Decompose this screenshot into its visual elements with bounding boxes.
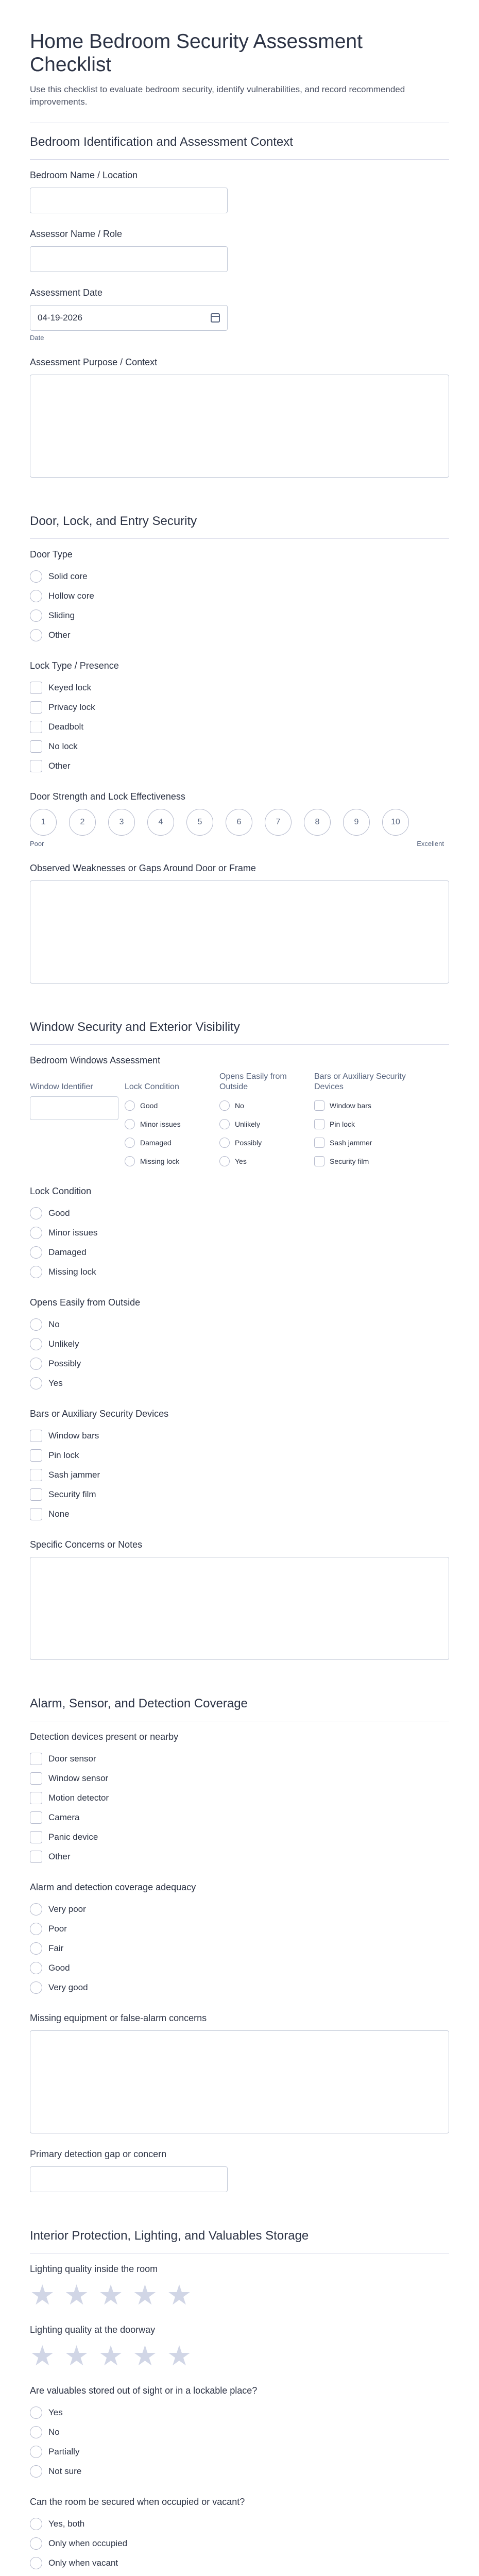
primary-gap-input[interactable] bbox=[30, 2166, 228, 2192]
devices-option[interactable]: Window sensor bbox=[30, 1769, 449, 1788]
adequacy-field bbox=[30, 1881, 449, 1997]
inventory-col-header: Lock Condition bbox=[125, 1082, 179, 1091]
star-icon[interactable]: ★ bbox=[98, 2280, 124, 2311]
valuables-field bbox=[30, 2384, 449, 2481]
inventory-col-lock bbox=[125, 1073, 219, 1171]
checkbox[interactable] bbox=[30, 1469, 42, 1481]
star-icon[interactable]: ★ bbox=[98, 2341, 124, 2371]
door-type-option[interactable]: Hollow core bbox=[30, 586, 449, 606]
inventory-option[interactable]: Damaged bbox=[125, 1133, 219, 1152]
radio-button[interactable] bbox=[219, 1100, 230, 1111]
devices-option[interactable]: Other bbox=[30, 1847, 449, 1867]
weakness-textarea[interactable] bbox=[30, 880, 449, 984]
checkbox[interactable] bbox=[30, 1488, 42, 1501]
radio-button[interactable] bbox=[30, 590, 42, 602]
assessment-date-label: Assessment Date bbox=[30, 287, 103, 298]
checkbox[interactable] bbox=[314, 1138, 324, 1148]
adequacy-option[interactable]: Very good bbox=[30, 1978, 449, 1997]
scale-low-label: Poor bbox=[30, 840, 44, 848]
lock-condition-label: Lock Condition bbox=[30, 1186, 92, 1196]
missing-field bbox=[30, 2012, 449, 2133]
inventory-col-header: Window Identifier bbox=[30, 1082, 93, 1091]
radio-button[interactable] bbox=[30, 2426, 42, 2438]
adequacy-label: Alarm and detection coverage adequacy bbox=[30, 1882, 196, 1892]
lock-type-option[interactable]: Deadbolt bbox=[30, 717, 449, 737]
inventory-option[interactable]: Sash jammer bbox=[314, 1133, 409, 1152]
lock-condition-option[interactable]: Missing lock bbox=[30, 1262, 449, 1282]
assessor-field bbox=[30, 228, 449, 272]
bedroom-name-label: Bedroom Name / Location bbox=[30, 170, 138, 180]
adequacy-option[interactable]: Fair bbox=[30, 1939, 449, 1958]
valuables-option[interactable]: No bbox=[30, 2422, 449, 2442]
opens-field bbox=[30, 1296, 449, 1393]
scale-option[interactable]: 7 bbox=[265, 809, 292, 836]
assessor-label: Assessor Name / Role bbox=[30, 229, 123, 239]
bars-option[interactable]: Window bars bbox=[30, 1426, 449, 1446]
radio-button[interactable] bbox=[30, 1962, 42, 1974]
opens-label: Opens Easily from Outside bbox=[30, 1297, 141, 1308]
lighting-room-rating bbox=[30, 2281, 449, 2309]
radio-button[interactable] bbox=[30, 1903, 42, 1916]
checkbox[interactable] bbox=[30, 1811, 42, 1824]
valuables-label: Are valuables stored out of sight or in a lockable place? bbox=[30, 2385, 258, 2396]
assessor-input[interactable] bbox=[30, 246, 228, 272]
door-strength-scale bbox=[30, 809, 449, 836]
lighting-door-label: Lighting quality at the doorway bbox=[30, 2325, 156, 2335]
checkbox[interactable] bbox=[30, 682, 42, 694]
secured-field bbox=[30, 2496, 449, 2576]
form-title: Home Bedroom Security Assessment Checklist bbox=[30, 30, 363, 76]
valuables-option[interactable]: Partially bbox=[30, 2442, 449, 2462]
checkbox[interactable] bbox=[30, 701, 42, 714]
lock-type-label: Lock Type / Presence bbox=[30, 660, 119, 671]
purpose-textarea[interactable] bbox=[30, 375, 449, 478]
inventory-option[interactable]: Minor issues bbox=[125, 1115, 219, 1133]
scale-option[interactable]: 8 bbox=[304, 809, 331, 836]
radio-button[interactable] bbox=[30, 1377, 42, 1389]
section-title-alarm: Alarm, Sensor, and Detection Coverage bbox=[30, 1685, 449, 1721]
radio-button[interactable] bbox=[219, 1138, 230, 1148]
scale-labels bbox=[30, 840, 444, 848]
missing-textarea[interactable] bbox=[30, 2030, 449, 2133]
radio-button[interactable] bbox=[30, 2557, 42, 2569]
assessment-date-value: 04-19-2026 bbox=[38, 313, 82, 323]
lock-type-option[interactable]: Privacy lock bbox=[30, 698, 449, 717]
purpose-field bbox=[30, 356, 449, 478]
door-type-option[interactable]: Solid core bbox=[30, 567, 449, 586]
door-strength-field bbox=[30, 790, 449, 848]
radio-button[interactable] bbox=[125, 1119, 135, 1129]
secured-option[interactable]: Yes, both bbox=[30, 2514, 449, 2534]
scale-option[interactable]: 3 bbox=[108, 809, 135, 836]
scale-high-label: Excellent bbox=[417, 840, 444, 848]
star-icon[interactable]: ★ bbox=[132, 2341, 158, 2371]
checkbox[interactable] bbox=[30, 1449, 42, 1462]
star-icon[interactable]: ★ bbox=[132, 2280, 158, 2311]
window-inventory-grid bbox=[30, 1073, 449, 1171]
devices-field bbox=[30, 1731, 449, 1867]
star-icon[interactable]: ★ bbox=[30, 2280, 55, 2311]
assessment-date-input[interactable] bbox=[30, 305, 228, 331]
bars-option[interactable]: None bbox=[30, 1504, 449, 1524]
inventory-col-opens bbox=[219, 1073, 314, 1171]
inventory-col-header: Bars or Auxiliary Security Devices bbox=[314, 1072, 406, 1091]
weakness-label: Observed Weaknesses or Gaps Around Door or Frame bbox=[30, 863, 256, 873]
checkbox[interactable] bbox=[30, 1430, 42, 1442]
inventory-col-header: Opens Easily from Outside bbox=[219, 1072, 287, 1091]
checkbox[interactable] bbox=[30, 1753, 42, 1765]
window-inventory-field bbox=[30, 1054, 449, 1171]
radio-button[interactable] bbox=[125, 1138, 135, 1148]
checkbox[interactable] bbox=[314, 1156, 324, 1166]
window-identifier-input[interactable] bbox=[30, 1096, 118, 1120]
adequacy-option[interactable]: Very poor bbox=[30, 1900, 449, 1919]
radio-button[interactable] bbox=[30, 2518, 42, 2530]
bars-option[interactable]: Sash jammer bbox=[30, 1465, 449, 1485]
radio-button[interactable] bbox=[30, 570, 42, 583]
bars-option[interactable]: Pin lock bbox=[30, 1446, 449, 1465]
door-type-field bbox=[30, 548, 449, 645]
bedroom-name-input[interactable] bbox=[30, 188, 228, 213]
radio-button[interactable] bbox=[30, 2446, 42, 2458]
radio-button[interactable] bbox=[219, 1156, 230, 1166]
lock-condition-field bbox=[30, 1185, 449, 1282]
devices-option[interactable]: Motion detector bbox=[30, 1788, 449, 1808]
radio-button[interactable] bbox=[125, 1100, 135, 1111]
opens-option[interactable]: Unlikely bbox=[30, 1334, 449, 1354]
inventory-option[interactable]: Pin lock bbox=[314, 1115, 409, 1133]
opens-option[interactable]: Yes bbox=[30, 1374, 449, 1393]
lighting-room-label: Lighting quality inside the room bbox=[30, 2264, 158, 2274]
inventory-option[interactable]: Missing lock bbox=[125, 1152, 219, 1171]
missing-label: Missing equipment or false-alarm concerns bbox=[30, 2013, 207, 2023]
secured-label: Can the room be secured when occupied or vacant? bbox=[30, 2497, 245, 2507]
scale-option[interactable]: 5 bbox=[186, 809, 213, 836]
adequacy-option[interactable]: Good bbox=[30, 1958, 449, 1978]
lighting-door-field bbox=[30, 2324, 449, 2370]
scale-option[interactable]: 9 bbox=[343, 809, 370, 836]
radio-button[interactable] bbox=[30, 1227, 42, 1239]
scale-option[interactable]: 4 bbox=[147, 809, 174, 836]
inventory-option[interactable]: Unlikely bbox=[219, 1115, 314, 1133]
radio-button[interactable] bbox=[30, 629, 42, 641]
adequacy-option[interactable]: Poor bbox=[30, 1919, 449, 1939]
secured-option[interactable] bbox=[30, 2573, 449, 2576]
radio-button[interactable] bbox=[30, 1266, 42, 1278]
secured-option[interactable]: Only when occupied bbox=[30, 2534, 449, 2553]
concerns-field bbox=[30, 1538, 449, 1660]
radio-button[interactable] bbox=[30, 1246, 42, 1259]
assessment-date-field bbox=[30, 286, 449, 342]
scale-option[interactable]: 2 bbox=[69, 809, 96, 836]
scale-option[interactable]: 10 bbox=[382, 809, 409, 836]
checkbox[interactable] bbox=[30, 760, 42, 772]
devices-label: Detection devices present or nearby bbox=[30, 1732, 179, 1742]
inventory-col-bars bbox=[314, 1073, 409, 1171]
radio-button[interactable] bbox=[30, 2537, 42, 2550]
lock-type-option[interactable]: Other bbox=[30, 756, 449, 776]
lighting-door-rating bbox=[30, 2342, 449, 2370]
radio-button[interactable] bbox=[30, 2406, 42, 2419]
checkbox[interactable] bbox=[30, 1508, 42, 1520]
inventory-option[interactable]: No bbox=[219, 1096, 314, 1115]
lock-condition-option[interactable]: Good bbox=[30, 1204, 449, 1223]
checkbox[interactable] bbox=[30, 1851, 42, 1863]
lighting-room-field bbox=[30, 2263, 449, 2309]
section-title-identification: Bedroom Identification and Assessment Context bbox=[30, 123, 449, 160]
bars-label: Bars or Auxiliary Security Devices bbox=[30, 1409, 169, 1419]
lock-condition-option[interactable]: Damaged bbox=[30, 1243, 449, 1262]
radio-button[interactable] bbox=[30, 1318, 42, 1331]
valuables-option[interactable]: Not sure bbox=[30, 2462, 449, 2481]
lock-type-option[interactable]: Keyed lock bbox=[30, 678, 449, 698]
radio-button[interactable] bbox=[30, 2465, 42, 2478]
scale-option[interactable]: 6 bbox=[226, 809, 252, 836]
section-title-door: Door, Lock, and Entry Security bbox=[30, 502, 449, 539]
lock-condition-option[interactable]: Minor issues bbox=[30, 1223, 449, 1243]
radio-button[interactable] bbox=[219, 1119, 230, 1129]
lock-type-field bbox=[30, 659, 449, 776]
concerns-label: Specific Concerns or Notes bbox=[30, 1539, 143, 1550]
devices-option[interactable]: Camera bbox=[30, 1808, 449, 1827]
radio-button[interactable] bbox=[30, 1942, 42, 1955]
scale-option[interactable]: 1 bbox=[30, 809, 57, 836]
inventory-option[interactable]: Window bars bbox=[314, 1096, 409, 1115]
checkbox[interactable] bbox=[30, 1792, 42, 1804]
lock-type-option[interactable]: No lock bbox=[30, 737, 449, 756]
weakness-field bbox=[30, 862, 449, 984]
valuables-option[interactable]: Yes bbox=[30, 2403, 449, 2422]
inventory-option[interactable]: Yes bbox=[219, 1152, 314, 1171]
radio-button[interactable] bbox=[30, 1338, 42, 1350]
assessment-date-sublabel: Date bbox=[30, 334, 44, 342]
door-type-option[interactable]: Other bbox=[30, 625, 449, 645]
primary-gap-field bbox=[30, 2148, 449, 2192]
devices-option[interactable]: Panic device bbox=[30, 1827, 449, 1847]
inventory-col-identifier bbox=[30, 1073, 125, 1171]
star-icon[interactable]: ★ bbox=[166, 2341, 192, 2371]
checkbox[interactable] bbox=[30, 721, 42, 733]
form-description: Use this checklist to evaluate bedroom security, identify vulnerabilities, and record recommended improvements. bbox=[30, 84, 405, 107]
calendar-icon[interactable] bbox=[211, 313, 220, 323]
bars-option[interactable]: Security film bbox=[30, 1485, 449, 1504]
star-icon[interactable]: ★ bbox=[64, 2341, 89, 2371]
bars-field bbox=[30, 1408, 449, 1524]
section-title-window: Window Security and Exterior Visibility bbox=[30, 1008, 449, 1045]
door-type-option[interactable]: Sliding bbox=[30, 606, 449, 625]
star-icon[interactable]: ★ bbox=[166, 2280, 192, 2311]
door-type-label: Door Type bbox=[30, 549, 73, 560]
devices-option[interactable]: Door sensor bbox=[30, 1749, 449, 1769]
radio-button[interactable] bbox=[30, 1981, 42, 1994]
opens-option[interactable]: No bbox=[30, 1315, 449, 1334]
inventory-option[interactable]: Good bbox=[125, 1096, 219, 1115]
opens-option[interactable]: Possibly bbox=[30, 1354, 449, 1374]
radio-button[interactable] bbox=[30, 1207, 42, 1219]
radio-button[interactable] bbox=[125, 1156, 135, 1166]
bedroom-name-field bbox=[30, 169, 449, 213]
checkbox[interactable] bbox=[30, 740, 42, 753]
purpose-label: Assessment Purpose / Context bbox=[30, 357, 158, 367]
radio-button[interactable] bbox=[30, 1923, 42, 1935]
inventory-option[interactable]: Possibly bbox=[219, 1133, 314, 1152]
checkbox[interactable] bbox=[314, 1119, 324, 1129]
concerns-textarea[interactable] bbox=[30, 1557, 449, 1660]
window-inventory-label: Bedroom Windows Assessment bbox=[30, 1055, 161, 1065]
primary-gap-label: Primary detection gap or concern bbox=[30, 2149, 167, 2159]
secured-option[interactable]: Only when vacant bbox=[30, 2553, 449, 2573]
star-icon[interactable]: ★ bbox=[30, 2341, 55, 2371]
radio-button[interactable] bbox=[30, 1358, 42, 1370]
checkbox[interactable] bbox=[314, 1100, 324, 1111]
checkbox[interactable] bbox=[30, 1772, 42, 1785]
checkbox[interactable] bbox=[30, 1831, 42, 1843]
radio-button[interactable] bbox=[30, 609, 42, 622]
section-title-interior: Interior Protection, Lighting, and Valuables Storage bbox=[30, 2217, 449, 2253]
inventory-option[interactable]: Security film bbox=[314, 1152, 409, 1171]
door-strength-label: Door Strength and Lock Effectiveness bbox=[30, 791, 185, 802]
star-icon[interactable]: ★ bbox=[64, 2280, 89, 2311]
